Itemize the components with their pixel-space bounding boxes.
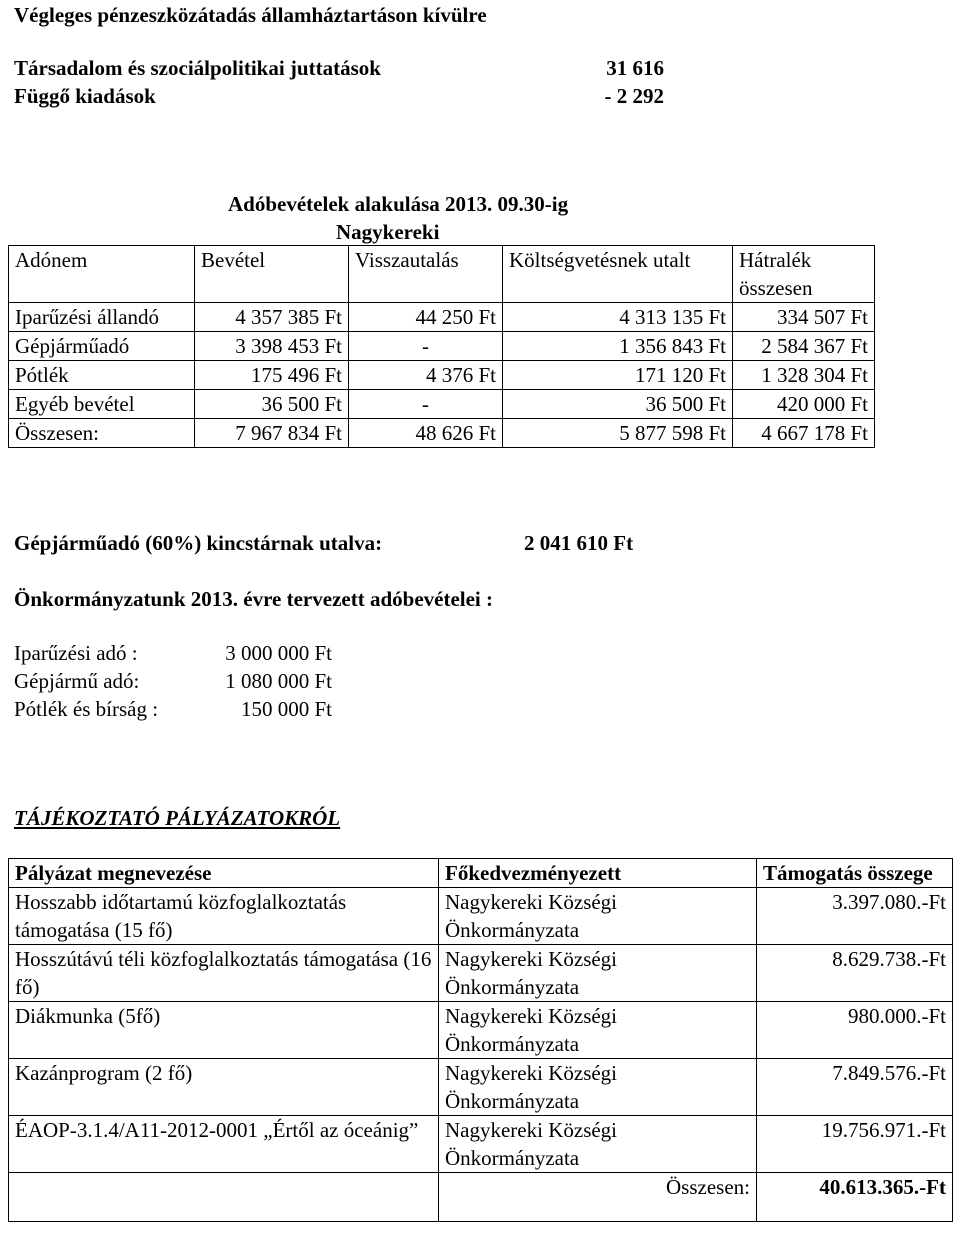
planned-label: Iparűzési adó : [14,641,138,665]
table-cell: 5 877 598 Ft [503,419,733,448]
table-header-row [9,246,875,303]
table-cell: 4 376 Ft [349,361,503,390]
total-value: 40.613.365.-Ft [757,1173,953,1222]
table-cell: 44 250 Ft [349,303,503,332]
table-total-row [9,1173,953,1222]
tax-table [8,245,875,448]
treasury-label: Gépjárműadó (60%) kincstárnak utalva: [14,531,383,555]
table-cell: Nagykereki Községi Önkormányzata [439,1002,757,1059]
grants-table [8,858,953,1222]
table-cell: 171 120 Ft [503,361,733,390]
table-cell: ÉAOP-3.1.4/A11-2012-0001 „Értől az óceánig” [9,1116,439,1173]
header-cell: Pályázat megnevezése [9,859,439,888]
table-cell: Nagykereki Községi Önkormányzata [439,888,757,945]
table-cell: 175 496 Ft [195,361,349,390]
expense-list [14,54,674,110]
table-row [9,1059,953,1116]
expense-label: Társadalom és szociálpolitikai juttatások [14,56,381,80]
table-cell: 420 000 Ft [733,390,875,419]
header-cell: Bevétel [195,246,349,303]
table-cell: 334 507 Ft [733,303,875,332]
tax-table-title: Adóbevételek alakulása 2013. 09.30-ig [228,192,569,216]
table-cell: Hosszútávú téli közfoglalkoztatás támogatása (16 fő) [9,945,439,1002]
table-row [9,332,875,361]
header-cell: Költségvetésnek utalt [503,246,733,303]
table-cell: Gépjárműadó [9,332,195,361]
tax-table-subtitle: Nagykereki [336,220,440,244]
table-cell: 8.629.738.-Ft [757,945,953,1002]
table-cell: 4 667 178 Ft [733,419,875,448]
expense-value: 31 616 [606,56,664,80]
table-cell: Hosszabb időtartamú közfoglalkoztatás támogatása (15 fő) [9,888,439,945]
expense-label: Függő kiadások [14,84,156,108]
planned-value: 150 000 Ft [240,697,332,721]
table-header-row [9,859,953,888]
table-cell: - [349,332,503,361]
table-cell: 36 500 Ft [195,390,349,419]
planned-labels [14,639,158,723]
table-cell: Kazánprogram (2 fő) [9,1059,439,1116]
table-cell: 1 356 843 Ft [503,332,733,361]
table-cell: Egyéb bevétel [9,390,195,419]
treasury-value: 2 041 610 Ft [524,531,634,555]
table-cell: 36 500 Ft [503,390,733,419]
table-cell: 980.000.-Ft [757,1002,953,1059]
header-cell: Hátralék összesen [733,246,875,303]
header-cell: Visszautalás [349,246,503,303]
table-total-row [9,419,875,448]
table-cell: Diákmunka (5fő) [9,1002,439,1059]
expense-row [14,82,674,110]
planned-label: Gépjármű adó: [14,669,140,693]
table-cell: 4 313 135 Ft [503,303,733,332]
table-cell: 48 626 Ft [349,419,503,448]
planned-values [190,639,332,723]
table-cell: 4 357 385 Ft [195,303,349,332]
grants-section-title: TÁJÉKOZTATÓ PÁLYÁZATOKRÓL [14,806,341,830]
table-cell: 1 328 304 Ft [733,361,875,390]
table-cell: Iparűzési állandó [9,303,195,332]
table-row [9,1116,953,1173]
table-row [9,945,953,1002]
planned-value: 3 000 000 Ft [225,641,332,665]
planned-value: 1 080 000 Ft [225,669,332,693]
document-title: Végleges pénzeszközátadás államháztartáson kívülre [14,3,487,27]
table-cell: Összesen: [9,419,195,448]
table-cell: 7.849.576.-Ft [757,1059,953,1116]
header-cell: Főkedvezményezett [439,859,757,888]
total-label: Összesen: [439,1173,757,1222]
expense-row [14,54,674,82]
table-cell: 3.397.080.-Ft [757,888,953,945]
table-cell: Nagykereki Községi Önkormányzata [439,1059,757,1116]
table-row [9,361,875,390]
header-cell: Támogatás összege [757,859,953,888]
table-cell: - [349,390,503,419]
header-cell: Adónem [9,246,195,303]
table-cell: Nagykereki Községi Önkormányzata [439,945,757,1002]
table-cell: 2 584 367 Ft [733,332,875,361]
table-cell: 7 967 834 Ft [195,419,349,448]
table-cell [9,1173,439,1222]
table-cell: Pótlék [9,361,195,390]
expense-value: - 2 292 [604,84,664,108]
table-row [9,303,875,332]
planned-title: Önkormányzatunk 2013. évre tervezett adóbevételei : [14,587,494,611]
table-row [9,390,875,419]
table-cell: Nagykereki Községi Önkormányzata [439,1116,757,1173]
table-cell: 3 398 453 Ft [195,332,349,361]
table-row [9,888,953,945]
table-cell: 19.756.971.-Ft [757,1116,953,1173]
table-row [9,1002,953,1059]
planned-label: Pótlék és bírság : [14,697,159,721]
